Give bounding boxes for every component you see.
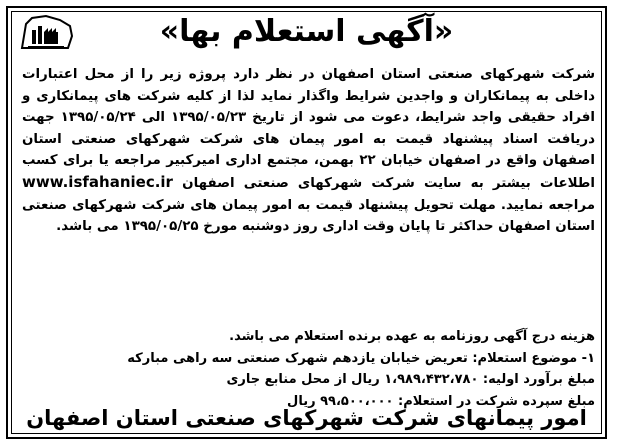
ad-paragraph: [22, 64, 595, 238]
ad-signature: امور پیمانهای شرکت شهرکهای صنعتی استان اصفهان: [26, 406, 587, 430]
ad-title: «آگهی استعلام بها»: [159, 14, 454, 49]
deposit-line: مبلغ سپرده شرکت در استعلام: ۹۹،۵۰۰،۰۰۰ ریال: [287, 393, 595, 409]
website-link[interactable]: www.isfahaniec.ir: [22, 172, 173, 191]
paragraph-after-url: مراجعه نمایید. مهلت تحویل پیشنهاد قیمت به امور پیمان های شرکت شهرکهای صنعتی استان اصفهان حداکثر تا پایان وقت اداری روز دوشنبه مورخ ۱۳۹۵/۰۵/۲۵ می باشد.: [22, 197, 595, 235]
paragraph-before-url: شرکت شهرکهای صنعتی استان اصفهان در نظر دارد پروژه زیر را از محل اعتبارات داخلی به پیمانکاران و واجدین شرایط واگذار نماید لذا از کلیه شرکت های پیمانکاری و افراد حقیقی واجد شرایط، دعوت می شود از تاریخ ۱۳۹۵/۰۵/۲۳ الی ۱۳۹۵/۰۵/۲۴ جهت دریافت اسناد پیشنهاد قیمت به امور پیمان های شرکت شهرکهای صنعتی استان اصفهان واقع در اصفهان خیابان ۲۲ بهمن، مجتمع اداری امیرکبیر مراجعه یا برای کسب اطلاعات بیشتر به سایت شرکت شهرکهای صنعتی اصفهان: [22, 67, 595, 191]
ad-details: [22, 326, 595, 412]
estimate-line: مبلغ برآورد اولیه: ۱،۹۸۹،۴۳۲،۷۸۰ ریال از محل منابع جاری: [226, 372, 595, 388]
cost-note: هزینه درج آگهی روزنامه به عهده برنده استعلام می باشد.: [229, 329, 595, 344]
ad-body: [22, 64, 595, 238]
tender-advertisement: [6, 6, 607, 439]
subject-line: ۱- موضوع استعلام: تعریض خیابان یازدهم شهرک صنعتی سه راهی مبارکه: [127, 350, 595, 366]
